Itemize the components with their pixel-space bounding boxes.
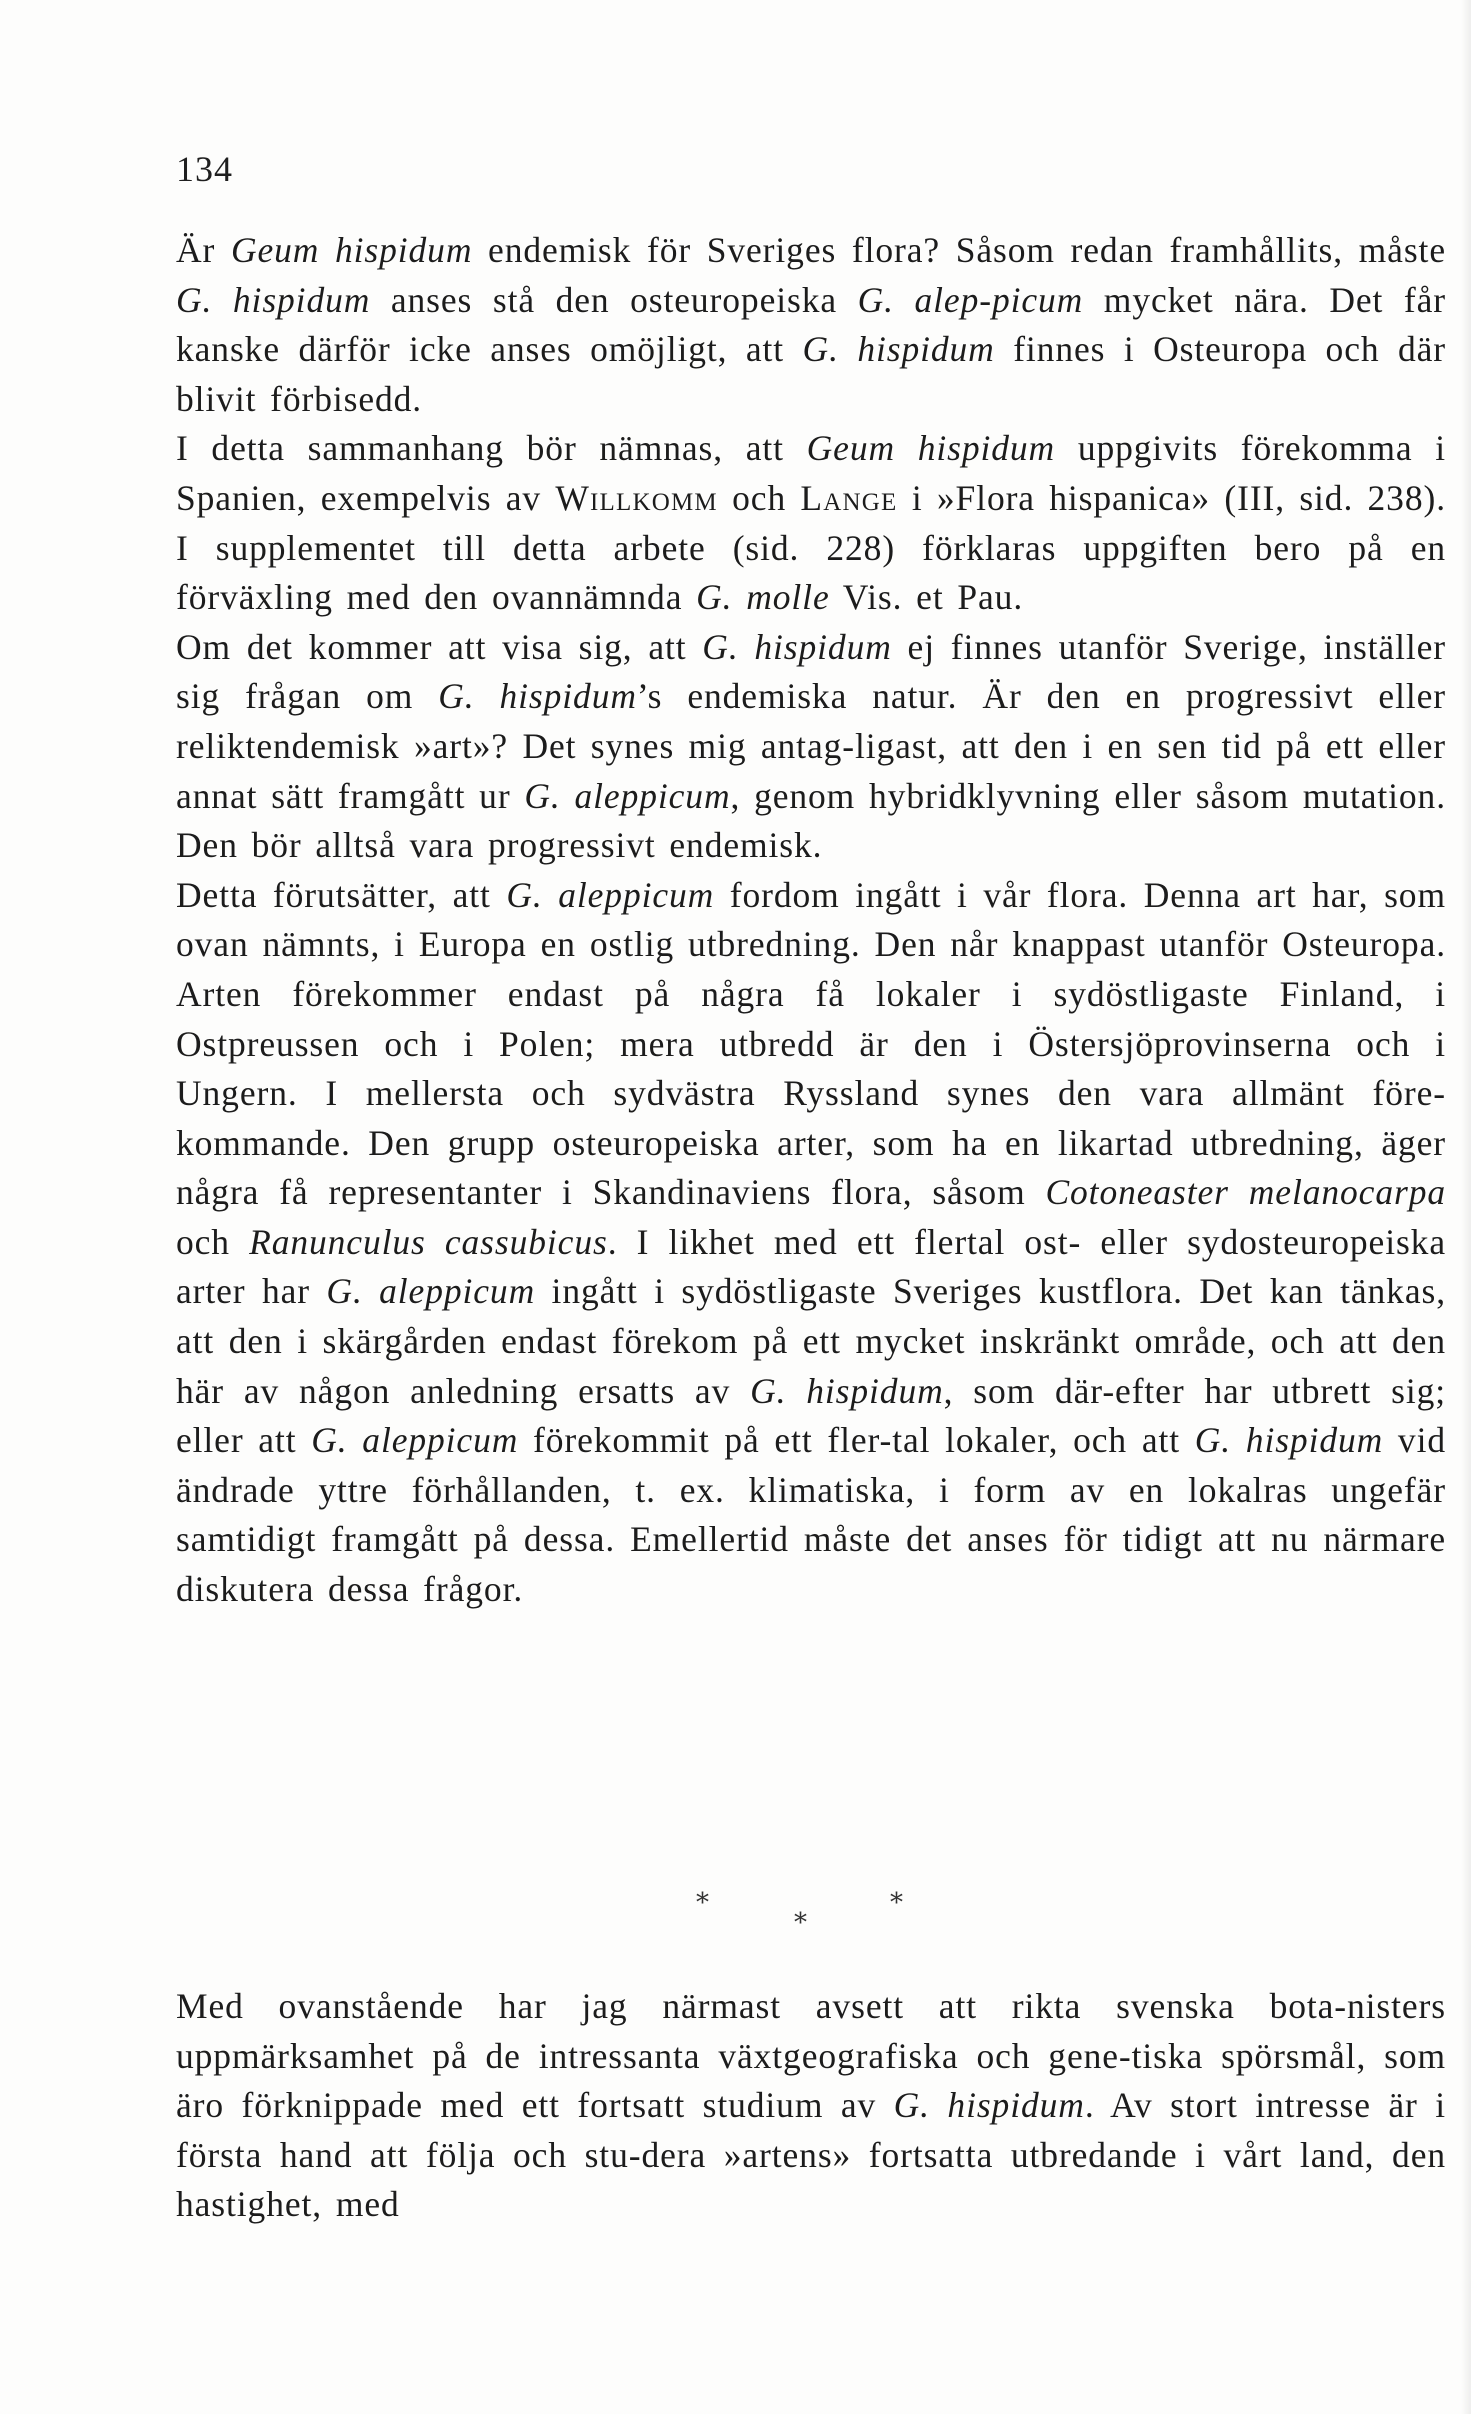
text-run: , som där-efter har utbrett sig; eller att (176, 1370, 1446, 1461)
paragraph (176, 623, 1446, 871)
text-run: ingått i sydöstligaste Sveriges kustflora. Det kan tänkas, att den i skärgården endast förekom på ett mycket inskränkt område, och att den här av någon anledning ersatts av (176, 1271, 1446, 1411)
text-run: och (176, 1221, 250, 1262)
text-run: uppgivits förekomma i Spanien, exempelvis av (176, 428, 1446, 518)
text-run: Är (176, 230, 231, 270)
paragraph (176, 424, 1446, 622)
author-name: Willkomm (555, 477, 718, 518)
main-text (176, 226, 1446, 1615)
italic-species-name: G. molle (696, 577, 830, 618)
text-run: Med ovanstående har jag närmast avsett att rikta svenska bota-nisters uppmärksamhet på de intressanta växtgeografiska och gene-tiska spörsmål, som äro förknippade med ett fortsatt studium av (176, 1986, 1446, 2126)
italic-species-name: Cotoneaster melanocarpa (1045, 1172, 1446, 1213)
italic-species-name: G. aleppicum (326, 1271, 536, 1312)
text-run: Detta förutsätter, att (176, 874, 507, 915)
paragraph (176, 871, 1446, 1615)
text-run: mycket nära. Det får kanske därför icke anses omöjligt, att (176, 279, 1446, 370)
text-run: i »Flora hispanica» (III, sid. 238). I supplementet till detta arbete (sid. 228) förklaras uppgiften bero på en förväxling med den ovannämnda (176, 477, 1446, 618)
italic-species-name: G. hispidum (176, 279, 371, 320)
italic-species-name: G. hispidum (1194, 1420, 1384, 1461)
italic-species-name: G. aleppicum (506, 874, 715, 915)
text-run: ’s endemiska natur. Är den en progressivt eller reliktendemisk »art»? Det synes mig antag-ligast, att den i en sen tid på ett eller annat sätt framgått ur (176, 676, 1446, 816)
page-edge-shadow (1461, 0, 1471, 2414)
italic-species-name: G. aleppicum (311, 1420, 519, 1461)
text-run: I detta sammanhang bör nämnas, att (176, 428, 807, 469)
text-run: anses stå den osteuropeiska (370, 279, 858, 320)
italic-species-name: G. hispidum (802, 329, 995, 370)
text-run: , genom hybridklyvning eller såsom mutation. Den bör alltså vara progressivt endemisk. (176, 775, 1446, 866)
text-run: Om det kommer att visa sig, att (176, 626, 703, 667)
page-number: 134 (176, 149, 233, 189)
italic-species-name: G. aleppicum (524, 775, 731, 816)
italic-species-name: Geum hispidum (806, 428, 1056, 469)
text-run: finnes i Osteuropa och där blivit förbisedd. (176, 329, 1447, 419)
italic-species-name: Geum hispidum (230, 230, 473, 270)
italic-species-name: G. hispidum (438, 676, 637, 717)
text-run: endemisk för Sveriges flora? Såsom redan framhållits, måste (472, 230, 1446, 270)
italic-species-name: G. hispidum (893, 2085, 1085, 2126)
text-run: Vis. et Pau. (829, 577, 1024, 618)
asterisk: * (696, 1888, 709, 1918)
paragraph (176, 1982, 1446, 2230)
italic-species-name: G. hispidum (750, 1370, 944, 1411)
italic-species-name: Ranunculus cassubicus (249, 1221, 608, 1262)
asterisk: * (794, 1908, 807, 1938)
section-divider-asterism (660, 1880, 940, 1980)
text-run: och (717, 477, 801, 518)
italic-species-name: G. alep-picum (857, 279, 1084, 320)
text-run: vid ändrade yttre förhållanden, t. ex. klimatiska, i form av en lokalras ungefär samtidigt framgått på dessa. Emellertid måste det anses för tidigt att nu närmare diskutera dessa frågor. (176, 1420, 1446, 1610)
author-name: Lange (800, 477, 898, 518)
text-run: . Av stort intresse är i första hand att följa och stu-dera »artens» fortsatta utbredande i vårt land, den hastighet, med (176, 2085, 1447, 2225)
text-run: fordom ingått i vår flora. Denna art har, som ovan nämnts, i Europa en ostlig utbredning. Den når knappast utanför Osteuropa. Arten förekommer endast på några få lokaler i sydöstligaste Finland, i Ostpreussen och i Polen; mera utbredd är den i Östersjöprovinserna och i Ungern. I mellersta och sydvästra Ryssland synes den vara allmänt före-kommande. Den grupp osteuropeiska arter, som ha en likartad utbredning, äger några få representanter i Skandinaviens flora, såsom (176, 874, 1446, 1213)
text-run: ej finnes utanför Sverige, inställer sig frågan om (176, 626, 1446, 717)
text-run: förekommit på ett fler-tal lokaler, och att (518, 1420, 1195, 1461)
text-run: . I likhet med ett flertal ost- eller sydosteuropeiska arter har (176, 1221, 1446, 1312)
closing-text (176, 1982, 1446, 2230)
asterisk: * (890, 1888, 903, 1918)
paragraph (176, 226, 1446, 424)
italic-species-name: G. hispidum (702, 626, 892, 667)
